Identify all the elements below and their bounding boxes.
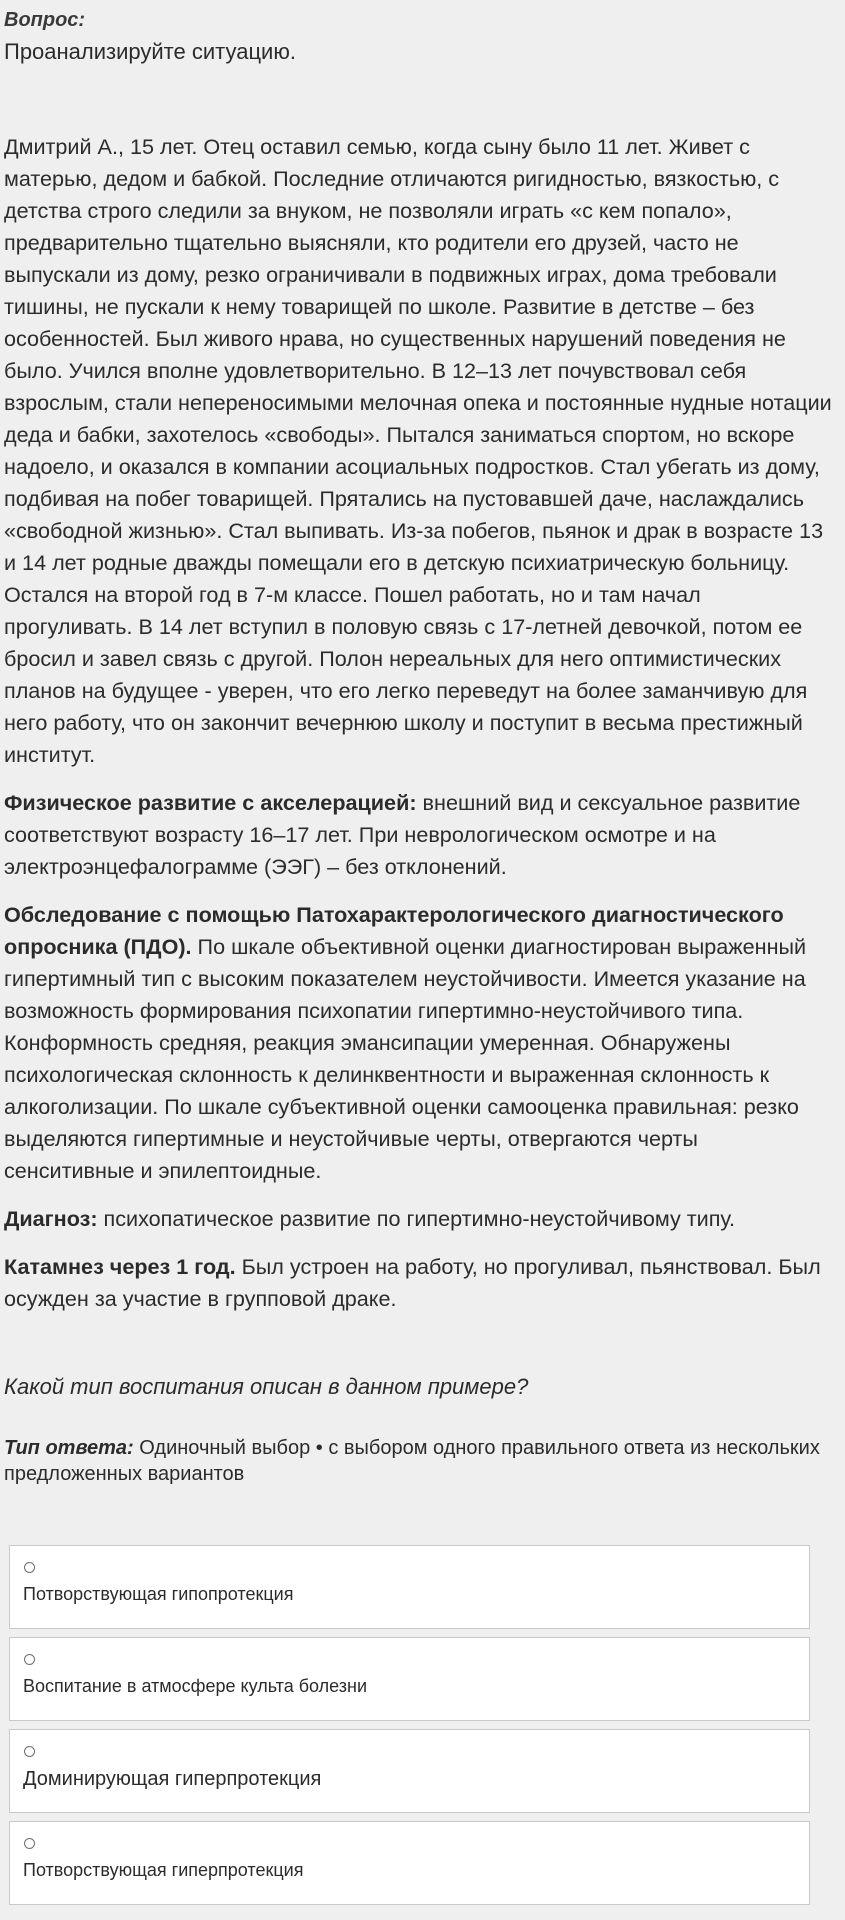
answer-option-label: Потворствующая гипопротекция	[23, 1584, 294, 1604]
case-description	[4, 131, 834, 1331]
section-text: психопатическое развитие по гипертимно-неустойчивому типу.	[97, 1206, 736, 1231]
section-text: Был устроен на работу, но прогуливал, пьянствовал. Был осужден за участие в групповой драке.	[4, 1254, 821, 1311]
section-heading: Катамнез через 1 год.	[4, 1254, 236, 1279]
question-intro: Проанализируйте ситуацию.	[4, 39, 296, 64]
answer-option[interactable]	[9, 1545, 810, 1629]
section-heading: Диагноз:	[4, 1206, 98, 1231]
answer-options	[9, 1545, 810, 1913]
answer-option[interactable]	[9, 1821, 810, 1905]
answer-type	[4, 1435, 834, 1487]
answer-type-label: Тип ответа:	[4, 1437, 134, 1459]
case-paragraph	[4, 899, 834, 1187]
section-text: внешний вид и сексуальное развитие соответствуют возрасту 16–17 лет. При неврологическом осмотре и на электроэнцефалограмме (ЭЭГ) – без отклонений.	[4, 790, 801, 879]
case-paragraph	[4, 1251, 834, 1315]
radio-button[interactable]	[24, 1746, 35, 1757]
answer-type-text: Одиночный выбор • с выбором одного правильного ответа из нескольких предложенных вариантов	[4, 1437, 820, 1485]
section-heading: Физическое развитие с акселерацией:	[4, 790, 417, 815]
question-text: Какой тип воспитания описан в данном примере?	[4, 1374, 529, 1399]
answer-option[interactable]	[9, 1637, 810, 1721]
radio-button[interactable]	[24, 1654, 35, 1665]
case-paragraph	[4, 1203, 834, 1235]
answer-option-label: Доминирующая гиперпротекция	[23, 1768, 322, 1790]
section-text: По шкале объективной оценки диагностирован выраженный гипертимный тип с высоким показателем неустойчивости. Имеется указание на возможность формирования психопатии гипертимно-неустойчивого типа. Конформность средняя, реакция эмансипации умеренная. Обнаружены психологическая склонность к делинквентности и выраженная склонность к алкоголизации. По шкале субъективной оценки самооценка правильная: резко выделяются гипертимные и неустойчивые черты, отвергаются черты сенситивные и эпилептоидные.	[4, 934, 807, 1183]
answer-option-label: Потворствующая гиперпротекция	[23, 1860, 304, 1880]
radio-button[interactable]	[24, 1562, 35, 1573]
section-heading: Обследование с помощью Патохарактерологического диагностического опросника (ПДО).	[4, 902, 784, 959]
case-paragraph	[4, 131, 834, 771]
case-text: Дмитрий А., 15 лет. Отец оставил семью, когда сыну было 11 лет. Живет с матерью, дедом и бабкой. Последние отличаются ригидностью, вязкостью, с детства строго следили за внуком, не позволяли играть «с кем попало», предварительно тщательно выясняли, кто родители его друзей, часто не выпускали из дому, резко ограничивали в подвижных играх, дома требовали тишины, не пускали к нему товарищей по школе. Развитие в детстве – без особенностей. Был живого нрава, но существенных нарушений поведения не было. Учился вполне удовлетворительно. В 12–13 лет почувствовал себя взрослым, стали непереносимыми мелочная опека и постоянные нудные нотации деда и бабки, захотелось «свободы». Пытался заниматься спортом, но вскоре надоело, и оказался в компании асоциальных подростков. Стал убегать из дому, подбивая на побег товарищей. Прятались на пустовавшей даче, наслаждались «свободной жизнью». Стал выпивать. Из-за побегов, пьянок и драк в возрасте 13 и 14 лет родные дважды помещали его в детскую психиатрическую больницу. Остался на второй год в 7-м классе. Пошел работать, но и там начал прогуливать. В 14 лет вступил в половую связь с 17-летней девочкой, потом ее бросил и завел связь с другой. Полон нереальных для него оптимистических планов на будущее - уверен, что его легко переведут на более заманчивую для него работу, что он закончит вечернюю школу и поступит в весьма престижный институт.	[4, 134, 832, 767]
question-label: Вопрос:	[4, 9, 86, 31]
answer-option[interactable]	[9, 1729, 810, 1813]
radio-button[interactable]	[24, 1838, 35, 1849]
answer-option-label: Воспитание в атмосфере культа болезни	[23, 1676, 368, 1696]
case-paragraph	[4, 787, 834, 883]
